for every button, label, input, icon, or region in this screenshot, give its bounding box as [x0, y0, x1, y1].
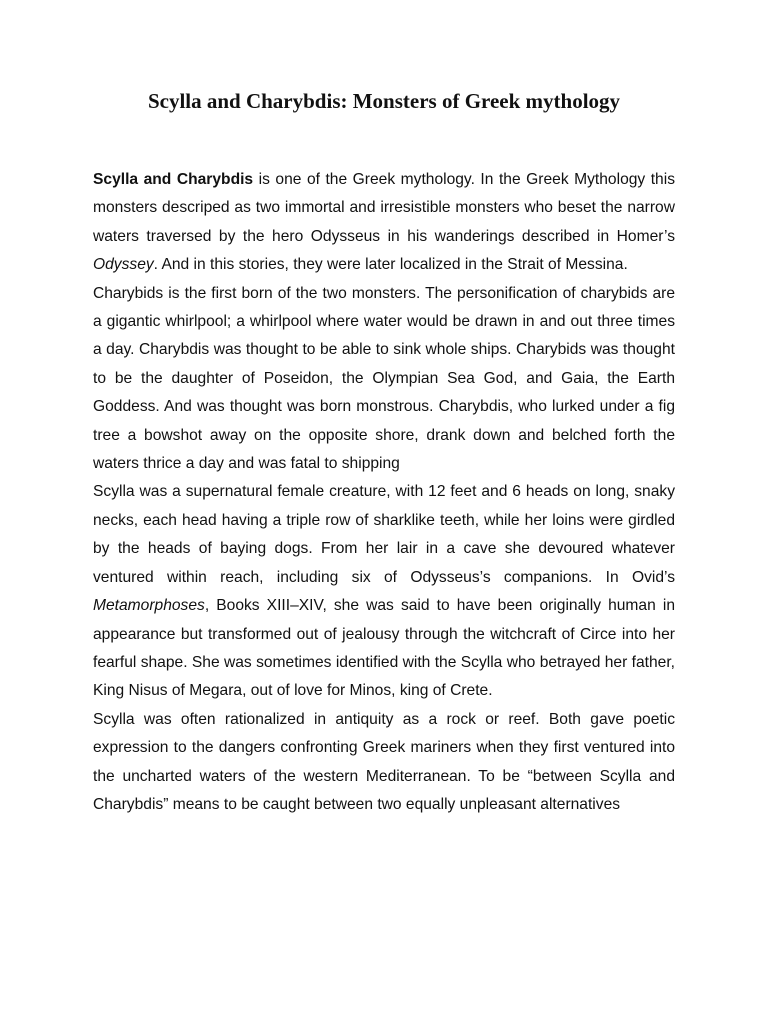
paragraph-3: [93, 478, 675, 705]
paragraph-1-run-4: . And in this stories, they were later localized in the Strait of Messina.: [153, 256, 628, 274]
paragraph-3-run-3: , Books XIII–XIV, she was said to have been originally human in appearance but transformed out of jealousy through the witchcraft of Circe into her fearful shape. She was sometimes identified with the Scylla who betrayed her father, King Nisus of Megara, out of love for Minos, king of Crete.: [93, 597, 675, 700]
document-body: [93, 166, 675, 819]
paragraph-1: [93, 166, 675, 280]
paragraph-3-run-2: Metamorphoses: [93, 597, 205, 615]
paragraph-1-run-2: is one of the Greek mythology. In the Greek Mythology this monsters descriped as two immortal and irresistible monsters who beset the narrow waters traversed by the hero Odysseus in his wanderings described in Homer’s: [93, 171, 675, 245]
paragraph-4: [93, 706, 675, 820]
paragraph-4-run-1: Scylla was often rationalized in antiquity as a rock or reef. Both gave poetic expression to the dangers confronting Greek mariners when they first ventured into the uncharted waters of the western Mediterranean. To be “between Scylla and Charybdis” means to be caught between two equally unpleasant alternatives: [93, 710, 675, 813]
paragraph-3-run-1: Scylla was a supernatural female creature, with 12 feet and 6 heads on long, snaky necks, each head having a triple row of sharklike teeth, while her loins were girdled by the heads of baying dogs. From her lair in a cave she devoured whatever ventured within reach, including six of Odysseus’s companions. In Ovid’s: [93, 483, 675, 586]
paragraph-1-run-1: Scylla and Charybdis: [93, 171, 254, 188]
paragraph-2-run-1: Charybids is the first born of the two monsters. The personification of charybids are a gigantic whirlpool; a whirlpool where water would be drawn in and out three times a day. Charybdis was thought to be able to sink whole ships. Charybids was thought to be the daughter of Poseidon, the Olympian Sea God, and Gaia, the Earth Goddess. And was thought was born monstrous. Charybdis, who lurked under a fig tree a bowshot away on the opposite shore, drank down and belched forth the waters thrice a day and was fatal to shipping: [93, 284, 675, 473]
paragraph-1-run-3: Odyssey: [93, 256, 154, 274]
paragraph-2: [93, 280, 675, 479]
document-title: Scylla and Charybdis: Monsters of Greek mythology: [147, 89, 621, 113]
